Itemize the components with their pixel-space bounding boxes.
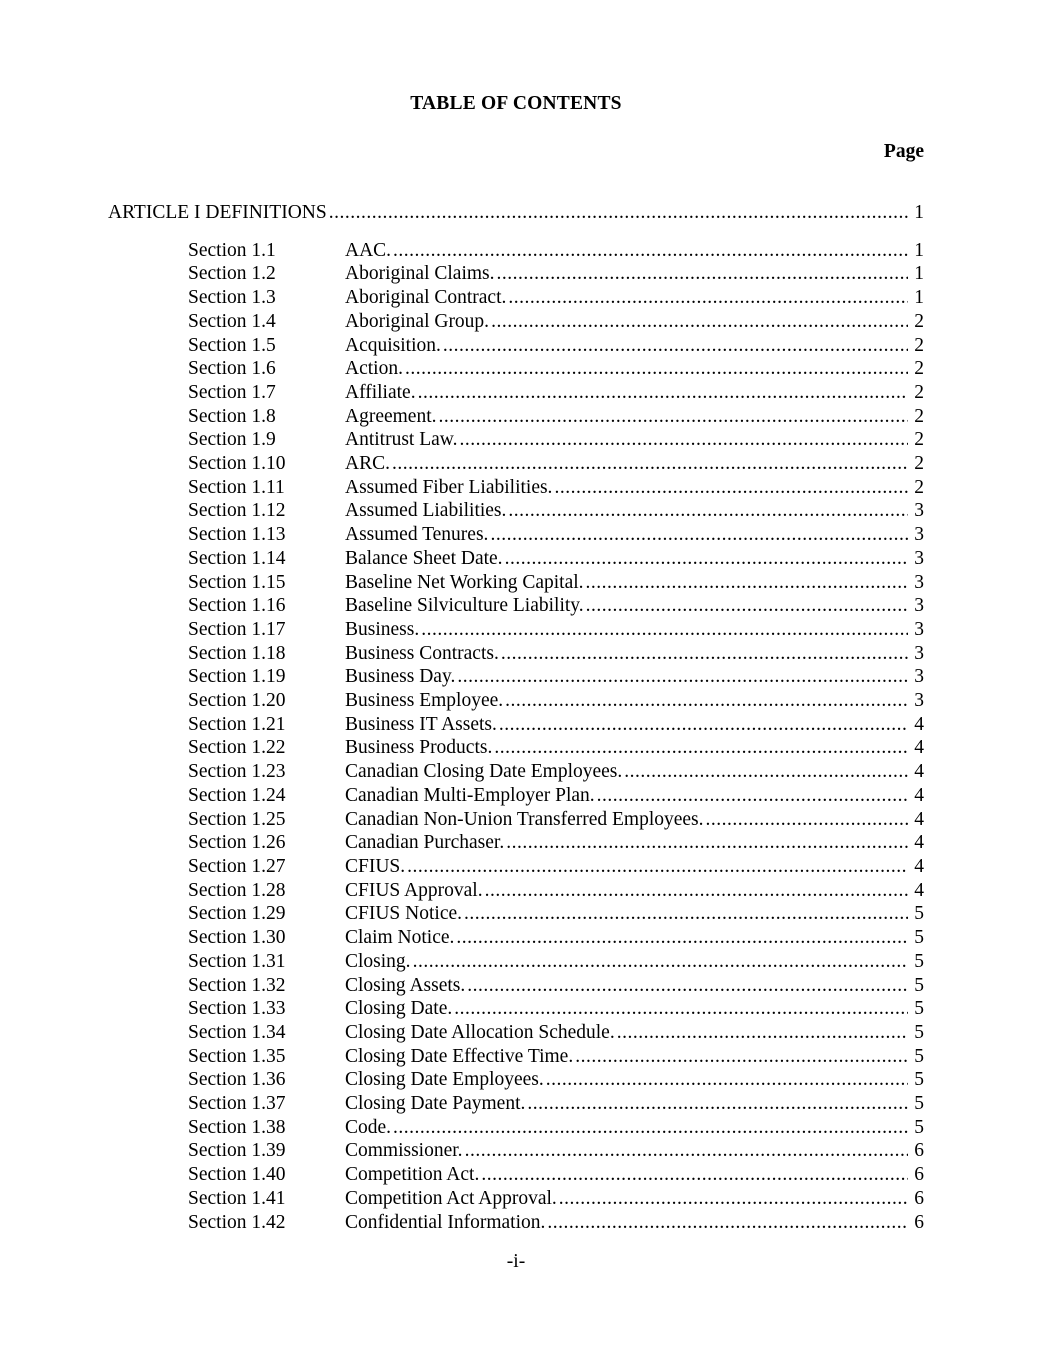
toc-entry-row — [108, 855, 924, 879]
section-number-label: Section 1.36 — [188, 1069, 286, 1091]
dot-leader — [545, 1211, 908, 1235]
dot-leader — [452, 997, 908, 1021]
article-page-number: 1 — [914, 202, 924, 223]
section-title: CFIUS. — [345, 855, 406, 877]
section-page-number: 3 — [914, 547, 924, 569]
toc-entry-row — [108, 571, 924, 595]
section-page-number: 4 — [914, 713, 924, 735]
section-number-label: Section 1.22 — [188, 737, 286, 759]
section-page-number: 3 — [914, 690, 924, 712]
section-number-label: Section 1.11 — [188, 476, 285, 498]
toc-entry-row — [108, 879, 924, 903]
section-page-number: 5 — [914, 1045, 924, 1067]
dot-leader — [391, 1116, 908, 1140]
section-title: Closing Date Effective Time. — [345, 1045, 574, 1067]
dot-leader — [504, 831, 908, 855]
toc-entry-row — [108, 665, 924, 689]
section-number-label: Section 1.3 — [188, 287, 276, 309]
toc-entry-row — [108, 523, 924, 547]
section-number-label: Section 1.25 — [188, 808, 286, 830]
dot-leader — [552, 476, 908, 500]
section-page-number: 1 — [914, 263, 924, 285]
dot-leader — [544, 1068, 908, 1092]
toc-entry-row — [108, 1187, 924, 1211]
section-title: Canadian Closing Date Employees. — [345, 761, 623, 783]
dot-leader — [457, 428, 908, 452]
section-number-label: Section 1.29 — [188, 903, 286, 925]
section-page-number: 5 — [914, 950, 924, 972]
dot-leader — [465, 974, 908, 998]
toc-entry-row — [108, 476, 924, 500]
section-title: Action. — [345, 358, 403, 380]
dot-leader — [441, 334, 908, 358]
section-number-label: Section 1.24 — [188, 784, 286, 806]
dot-leader — [503, 547, 909, 571]
dot-leader — [455, 665, 908, 689]
section-page-number: 2 — [914, 358, 924, 380]
dot-leader — [437, 405, 909, 429]
section-title: Confidential Information. — [345, 1211, 546, 1233]
section-number-label: Section 1.28 — [188, 879, 286, 901]
section-number-label: Section 1.15 — [188, 571, 286, 593]
toc-entry-row — [108, 1092, 924, 1116]
toc-entry-row — [108, 689, 924, 713]
toc-entry-row — [108, 547, 924, 571]
section-page-number: 4 — [914, 879, 924, 901]
toc-entry-row — [108, 974, 924, 998]
section-title: Competition Act Approval. — [345, 1187, 557, 1209]
section-number-label: Section 1.13 — [188, 524, 286, 546]
article-heading: ARTICLE I DEFINITIONS — [108, 202, 327, 223]
section-number-label: Section 1.21 — [188, 713, 286, 735]
toc-entry-row — [108, 1116, 924, 1140]
section-title: Claim Notice. — [345, 927, 455, 949]
toc-entry-row — [108, 334, 924, 358]
section-page-number: 5 — [914, 1069, 924, 1091]
section-number-label: Section 1.31 — [188, 950, 286, 972]
dot-leader — [506, 286, 908, 310]
section-number-label: Section 1.42 — [188, 1211, 286, 1233]
section-page-number: 2 — [914, 476, 924, 498]
dot-leader — [462, 902, 908, 926]
section-page-number: 2 — [914, 310, 924, 332]
section-page-number: 3 — [914, 524, 924, 546]
dot-leader — [584, 571, 909, 595]
section-number-label: Section 1.32 — [188, 974, 286, 996]
dot-leader — [479, 1163, 908, 1187]
dot-leader — [497, 713, 908, 737]
dot-leader — [557, 1187, 908, 1211]
dot-leader — [489, 310, 908, 334]
section-number-label: Section 1.17 — [188, 618, 286, 640]
section-title: Assumed Liabilities. — [345, 500, 507, 522]
section-title: Business Employee. — [345, 690, 504, 712]
section-title: Affiliate. — [345, 381, 416, 403]
section-number-label: Section 1.37 — [188, 1093, 286, 1115]
section-number-label: Section 1.14 — [188, 547, 286, 569]
section-title: Code. — [345, 1116, 392, 1138]
section-page-number: 4 — [914, 808, 924, 830]
dot-leader — [525, 1092, 908, 1116]
toc-entry-row — [108, 997, 924, 1021]
section-number-label: Section 1.41 — [188, 1187, 286, 1209]
section-page-number: 3 — [914, 642, 924, 664]
dot-leader — [483, 879, 909, 903]
toc-entry-row — [108, 381, 924, 405]
toc-section-list — [108, 239, 924, 1235]
dot-leader — [391, 239, 908, 263]
toc-entry-row — [108, 357, 924, 381]
dot-leader — [327, 201, 909, 225]
section-title: Aboriginal Group. — [345, 310, 490, 332]
toc-entry-row — [108, 950, 924, 974]
dot-leader — [405, 855, 908, 879]
toc-entry-row — [108, 1045, 924, 1069]
section-number-label: Section 1.35 — [188, 1045, 286, 1067]
page-column-label: Page — [883, 141, 924, 162]
page-title: TABLE OF CONTENTS — [410, 93, 622, 114]
section-page-number: 3 — [914, 571, 924, 593]
section-number-label: Section 1.9 — [188, 429, 276, 451]
section-number-label: Section 1.27 — [188, 855, 286, 877]
section-number-label: Section 1.30 — [188, 927, 286, 949]
section-page-number: 2 — [914, 334, 924, 356]
section-title: Canadian Multi-Employer Plan. — [345, 784, 595, 806]
section-title: Business. — [345, 618, 420, 640]
section-page-number: 6 — [914, 1187, 924, 1209]
toc-entry-row — [108, 713, 924, 737]
section-page-number: 5 — [914, 1021, 924, 1043]
section-page-number: 5 — [914, 998, 924, 1020]
dot-leader — [704, 808, 909, 832]
section-page-number: 4 — [914, 855, 924, 877]
section-title: Antitrust Law. — [345, 429, 458, 451]
section-number-label: Section 1.1 — [188, 239, 276, 261]
section-number-label: Section 1.10 — [188, 453, 286, 475]
dot-leader — [488, 523, 908, 547]
toc-entry-row — [108, 902, 924, 926]
section-number-label: Section 1.38 — [188, 1116, 286, 1138]
toc-entry-row — [108, 405, 924, 429]
section-title: Closing Date Allocation Schedule. — [345, 1021, 615, 1043]
section-number-label: Section 1.34 — [188, 1021, 286, 1043]
section-number-label: Section 1.20 — [188, 690, 286, 712]
section-number-label: Section 1.16 — [188, 595, 286, 617]
section-number-label: Section 1.12 — [188, 500, 286, 522]
section-page-number: 1 — [914, 287, 924, 309]
section-number-label: Section 1.4 — [188, 310, 276, 332]
toc-entry-row — [108, 642, 924, 666]
section-title: Competition Act. — [345, 1164, 480, 1186]
toc-entry-row — [108, 1163, 924, 1187]
dot-leader — [573, 1045, 908, 1069]
section-page-number: 4 — [914, 737, 924, 759]
section-page-number: 3 — [914, 595, 924, 617]
toc-entry-row — [108, 262, 924, 286]
section-page-number: 6 — [914, 1211, 924, 1233]
section-title: Balance Sheet Date. — [345, 547, 503, 569]
dot-leader — [492, 736, 908, 760]
toc-entry-row — [108, 808, 924, 832]
section-number-label: Section 1.18 — [188, 642, 286, 664]
section-number-label: Section 1.7 — [188, 381, 276, 403]
page-footer-number: -i- — [506, 1251, 526, 1273]
section-title: Commissioner. — [345, 1140, 463, 1162]
section-number-label: Section 1.5 — [188, 334, 276, 356]
dot-leader — [499, 642, 908, 666]
section-title: ARC. — [345, 453, 390, 475]
section-title: Aboriginal Claims. — [345, 263, 495, 285]
section-title: Closing Date Employees. — [345, 1069, 544, 1091]
section-title: Agreement. — [345, 405, 437, 427]
section-page-number: 2 — [914, 381, 924, 403]
dot-leader — [403, 357, 908, 381]
section-title: Business Contracts. — [345, 642, 499, 664]
dot-leader — [622, 760, 908, 784]
section-page-number: 4 — [914, 784, 924, 806]
section-title: Baseline Net Working Capital. — [345, 571, 584, 593]
section-number-label: Section 1.40 — [188, 1164, 286, 1186]
section-page-number: 6 — [914, 1164, 924, 1186]
section-page-number: 2 — [914, 429, 924, 451]
section-page-number: 2 — [914, 453, 924, 475]
section-title: Aboriginal Contract. — [345, 287, 507, 309]
section-page-number: 1 — [914, 239, 924, 261]
section-page-number: 5 — [914, 1116, 924, 1138]
toc-entry-row — [108, 499, 924, 523]
section-page-number: 4 — [914, 761, 924, 783]
dot-leader — [495, 262, 909, 286]
section-title: Business Products. — [345, 737, 493, 759]
section-page-number: 5 — [914, 1093, 924, 1115]
section-page-number: 5 — [914, 974, 924, 996]
section-page-number: 5 — [914, 927, 924, 949]
toc-entry-row — [108, 1068, 924, 1092]
section-number-label: Section 1.33 — [188, 998, 286, 1020]
section-page-number: 3 — [914, 500, 924, 522]
toc-entry-row — [108, 286, 924, 310]
dot-leader — [615, 1021, 909, 1045]
toc-entry-row — [108, 1211, 924, 1235]
section-number-label: Section 1.8 — [188, 405, 276, 427]
dot-leader — [506, 499, 908, 523]
section-title: Baseline Silviculture Liability. — [345, 595, 584, 617]
toc-entry-row — [108, 760, 924, 784]
section-number-label: Section 1.19 — [188, 666, 286, 688]
section-title: Canadian Purchaser. — [345, 832, 505, 854]
dot-leader — [390, 452, 908, 476]
section-title: CFIUS Notice. — [345, 903, 462, 925]
section-page-number: 3 — [914, 618, 924, 640]
toc-entry-row — [108, 594, 924, 618]
toc-article-row — [108, 201, 924, 225]
section-title: Closing Date. — [345, 998, 453, 1020]
section-title: Business Day. — [345, 666, 456, 688]
section-number-label: Section 1.26 — [188, 832, 286, 854]
dot-leader — [584, 594, 909, 618]
section-number-label: Section 1.39 — [188, 1140, 286, 1162]
toc-entry-row — [108, 784, 924, 808]
toc-entry-row — [108, 831, 924, 855]
section-number-label: Section 1.6 — [188, 358, 276, 380]
section-title: Assumed Tenures. — [345, 524, 489, 546]
section-number-label: Section 1.23 — [188, 761, 286, 783]
toc-entry-row — [108, 736, 924, 760]
section-number-label: Section 1.2 — [188, 263, 276, 285]
dot-leader — [503, 689, 908, 713]
toc-entry-row — [108, 926, 924, 950]
section-page-number: 4 — [914, 832, 924, 854]
section-title: AAC. — [345, 239, 392, 261]
section-title: Closing Date Payment. — [345, 1093, 526, 1115]
dot-leader — [416, 381, 909, 405]
section-page-number: 2 — [914, 405, 924, 427]
section-page-number: 5 — [914, 903, 924, 925]
section-title: Closing Assets. — [345, 974, 466, 996]
toc-entry-row — [108, 618, 924, 642]
toc-entry-row — [108, 1139, 924, 1163]
dot-leader — [411, 950, 909, 974]
toc-entry-row — [108, 428, 924, 452]
toc-entry-row — [108, 452, 924, 476]
section-page-number: 6 — [914, 1140, 924, 1162]
toc-entry-row — [108, 239, 924, 263]
section-title: Assumed Fiber Liabilities. — [345, 476, 553, 498]
dot-leader — [454, 926, 908, 950]
dot-leader — [419, 618, 908, 642]
dot-leader — [595, 784, 909, 808]
section-page-number: 3 — [914, 666, 924, 688]
section-title: Acquisition. — [345, 334, 441, 356]
section-title: CFIUS Approval. — [345, 879, 483, 901]
section-title: Closing. — [345, 950, 411, 972]
toc-entry-row — [108, 310, 924, 334]
toc-entry-row — [108, 1021, 924, 1045]
section-title: Business IT Assets. — [345, 713, 497, 735]
section-title: Canadian Non-Union Transferred Employees. — [345, 808, 704, 830]
dot-leader — [463, 1139, 909, 1163]
